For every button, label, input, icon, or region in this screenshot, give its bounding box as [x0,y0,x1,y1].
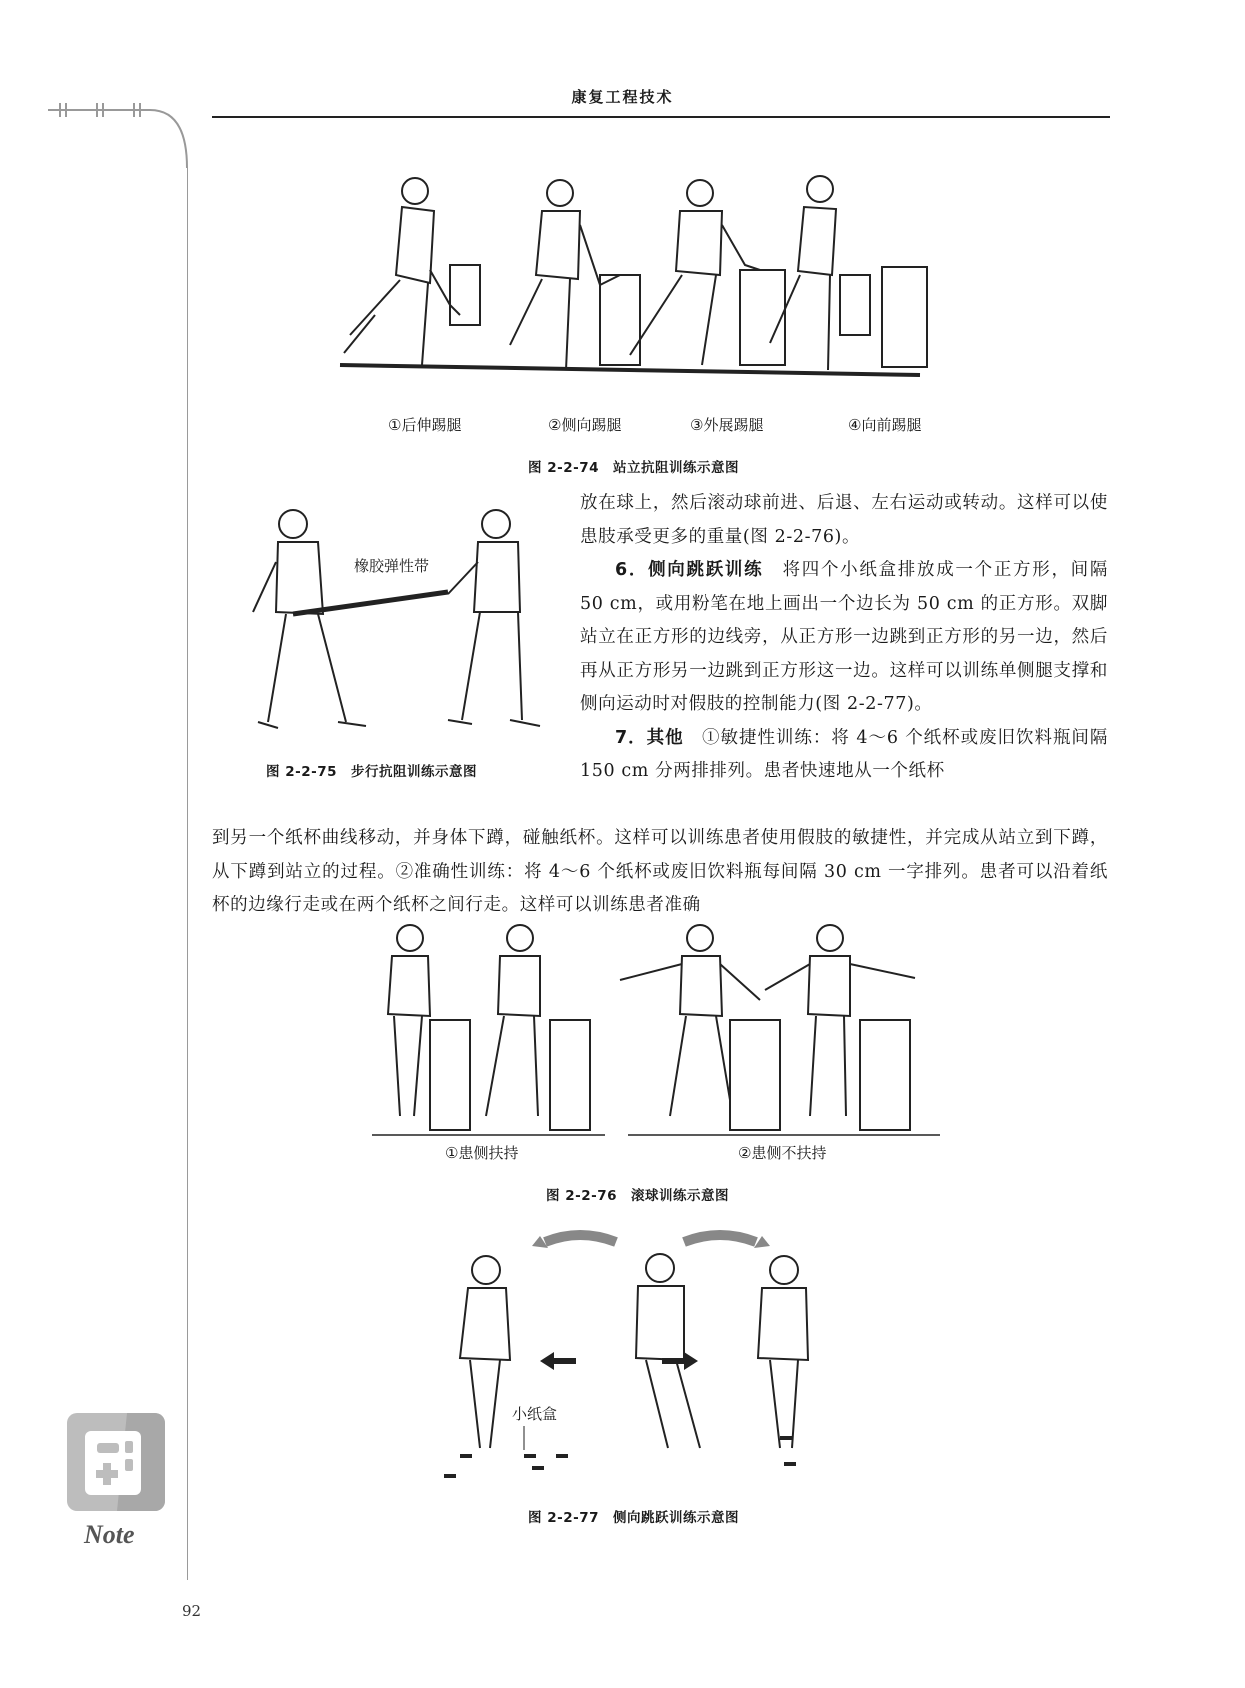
para-ball-rolling: 放在球上，然后滚动球前进、后退、左右运动或转动。这样可以使患肢承受更多的重量(图 2-2-76)。 [580,493,1108,547]
note-icon [67,1413,165,1511]
fig74-caption: 图 2-2-74 站立抗阻训练示意图 [528,460,739,476]
para-others-start: 7．其他 ①敏捷性训练：将 4～6 个纸杯或废旧饮料瓶间隔 150 cm 分两排排列。患者快速地从一个纸杯 [580,727,1108,781]
figure-person-3 [630,180,785,365]
paper-boxes [444,1438,796,1476]
fig75-band-label: 橡胶弹性带 [354,557,430,575]
para-others-continued: 到另一个纸杯曲线移动，并身体下蹲，碰触纸杯。这样可以训练患者使用假肢的敏捷性，并完成从站立到下蹲，从下蹲到站立的过程。②准确性训练：将 4～6 个纸杯或废旧饮料瓶每间隔 30 cm 一字排列。患者可以沿着纸杯的边缘行走或在两个纸杯之间行走。这样可以训练患者准确 [212,828,1108,915]
figure-trainer [448,510,540,726]
fig76-caption: 图 2-2-76 滚球训练示意图 [546,1188,729,1204]
figure-person-2 [510,180,640,370]
corner-decoration [0,98,200,178]
roll-figure-2 [486,925,590,1130]
header-rule [212,116,1110,118]
figure-walker [253,510,366,728]
figure-standing-resistance [330,175,970,415]
body-full-width [212,822,1108,923]
figure-ball-rolling [370,920,950,1140]
margin-line [187,168,188,1580]
jump-figure-left [460,1256,510,1448]
heading-others: 7．其他 [615,727,684,748]
jump-figure-right [758,1256,808,1448]
figure-walking-resistance [248,502,548,742]
fig76-label-2: ②患侧不扶持 [738,1144,827,1162]
figure-person-1 [344,178,480,365]
roll-figure-1 [388,925,470,1130]
fig74-label-1: ①后伸踢腿 [388,416,462,434]
roll-figure-3 [620,925,780,1130]
fig76-label-1: ①患侧扶持 [445,1144,519,1162]
fig74-label-3: ③外展踢腿 [690,416,764,434]
figure-person-4 [770,176,927,370]
roll-figure-4 [765,925,915,1130]
fig74-label-4: ④向前踢腿 [848,416,922,434]
rotate-right-arrow-icon [684,1235,770,1248]
fig74-label-2: ②侧向踢腿 [548,416,622,434]
rotate-left-arrow-icon [532,1235,616,1248]
figure-lateral-jump [440,1228,880,1498]
body-right-column [580,487,1108,789]
fig75-caption: 图 2-2-75 步行抗阻训练示意图 [266,764,477,780]
page-number: 92 [182,1602,202,1620]
para-lateral-jump: 6．侧向跳跃训练 将四个小纸盒排放成一个正方形，间隔 50 cm，或用粉笔在地上画出一个边长为 50 cm 的正方形。双脚站立在正方形的边线旁，从正方形一边跳到正方形的另一边，然后再从正方形另一边跳到正方形这一边。这样可以训练单侧腿支撑和侧向运动时对假肢的控制能力(图 2-2-77)。 [580,560,1108,714]
note-label: Note [84,1520,135,1549]
jump-figure-center [636,1254,700,1448]
heading-lateral-jump: 6．侧向跳跃训练 [615,560,764,580]
fig77-caption: 图 2-2-77 侧向跳跃训练示意图 [528,1510,739,1526]
running-header: 康复工程技术 [571,88,674,106]
fig77-box-label: 小纸盒 [512,1405,558,1423]
